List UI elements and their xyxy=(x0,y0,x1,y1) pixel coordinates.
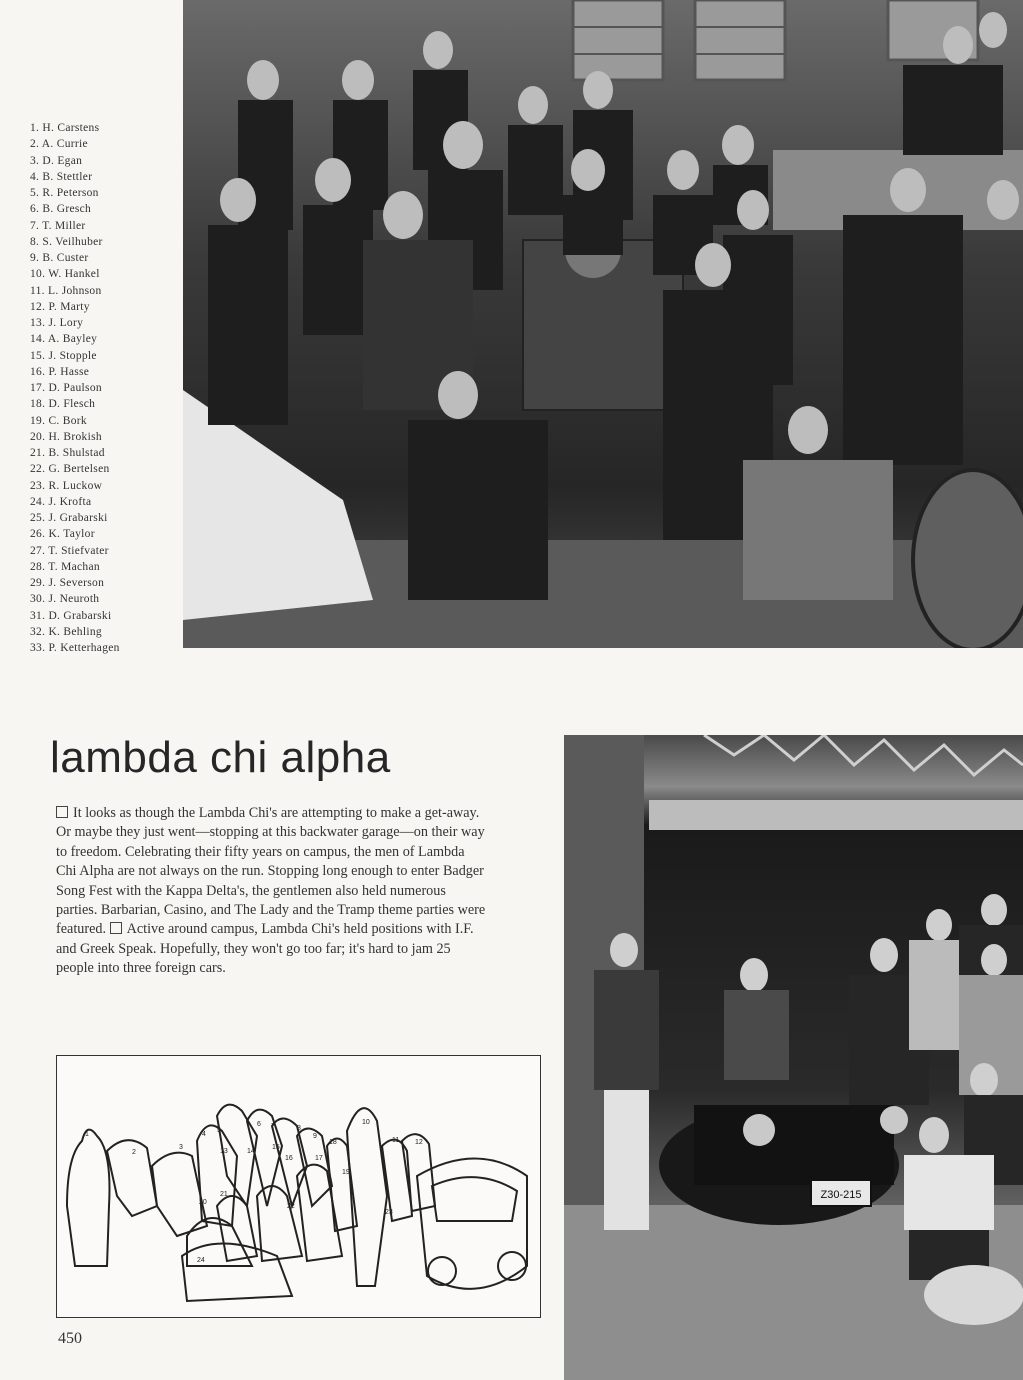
roster-name: 17. D. Paulson xyxy=(30,382,102,394)
roster-name: 23. R. Luckow xyxy=(30,479,103,492)
caption-text xyxy=(56,804,486,979)
key-number: 14 xyxy=(247,1148,255,1155)
group-photo-illustration xyxy=(183,0,1023,648)
key-number: 6 xyxy=(257,1121,261,1128)
bullet-box-icon xyxy=(110,922,122,934)
roster-name: 31. D. Grabarski xyxy=(30,609,112,622)
silhouette-key-diagram xyxy=(56,1055,541,1318)
key-number: 18 xyxy=(329,1139,337,1146)
key-number: 17 xyxy=(315,1155,323,1162)
roster-name: 29. J. Severson xyxy=(30,577,105,589)
roster-name: 20. H. Brokish xyxy=(30,430,102,443)
roster-name: 9. B. Custer xyxy=(30,252,89,264)
roster-name: 7. T. Miller xyxy=(30,219,86,232)
car-photo-illustration xyxy=(564,735,1023,1380)
roster-name: 6. B. Gresch xyxy=(30,203,92,216)
page-number: 450 xyxy=(58,1330,82,1347)
license-plate-text: Z30-215 xyxy=(820,1189,862,1201)
roster-name: 30. J. Neuroth xyxy=(30,593,100,606)
name-roster xyxy=(30,120,180,656)
roster-name: 28. T. Machan xyxy=(30,560,100,573)
roster-name: 14. A. Bayley xyxy=(30,333,98,346)
key-number: 4 xyxy=(202,1131,206,1138)
car-group-photo xyxy=(564,735,1023,1380)
roster-name: 3. D. Egan xyxy=(30,154,83,167)
key-number: 3 xyxy=(179,1144,183,1151)
key-number: 24 xyxy=(197,1257,205,1264)
key-number: 2 xyxy=(132,1149,136,1156)
page-title: lambda chi alpha xyxy=(50,733,391,782)
roster-name: 26. K. Taylor xyxy=(30,528,95,541)
key-number: 13 xyxy=(220,1148,228,1155)
roster-name: 5. R. Peterson xyxy=(30,187,99,199)
key-number: 7 xyxy=(271,1123,275,1130)
roster-name: 33. P. Ketterhagen xyxy=(30,642,120,654)
roster-name: 18. D. Flesch xyxy=(30,398,96,411)
key-number: 22 xyxy=(287,1203,295,1210)
roster-name: 12. P. Marty xyxy=(30,300,90,313)
roster-name: 19. C. Bork xyxy=(30,414,87,427)
key-number: 9 xyxy=(313,1133,317,1140)
roster-name: 2. A. Currie xyxy=(30,138,88,151)
key-number: 12 xyxy=(415,1139,423,1146)
roster-name: 27. T. Stiefvater xyxy=(30,544,109,557)
roster-name: 13. J. Lory xyxy=(30,317,84,329)
key-number: 20 xyxy=(199,1199,207,1206)
roster-name: 1. H. Carstens xyxy=(30,122,100,134)
key-number: 16 xyxy=(285,1155,293,1162)
key-number: 8 xyxy=(297,1125,301,1132)
roster-name: 15. J. Stopple xyxy=(30,349,97,362)
key-number: 10 xyxy=(362,1119,370,1126)
roster-name: 4. B. Stettler xyxy=(30,170,93,183)
key-number: 5 xyxy=(217,1127,221,1134)
roster-name: 10. W. Hankel xyxy=(30,268,100,281)
key-number: 23 xyxy=(385,1209,393,1216)
key-number: 21 xyxy=(220,1191,228,1198)
group-photo-garage xyxy=(183,0,1023,648)
roster-name: 11. L. Johnson xyxy=(30,284,102,297)
roster-name: 24. J. Krofta xyxy=(30,495,92,508)
roster-name: 22. G. Bertelsen xyxy=(30,463,110,476)
key-number: 1 xyxy=(85,1131,89,1138)
caption-part-2: Active around campus, Lambda Chi's held positions with I.F. and Greek Speak. Hopefully, they won't go too far; it's hard to jam 25 people into three foreign cars. xyxy=(56,921,474,977)
key-number: 19 xyxy=(342,1169,350,1176)
roster-name: 25. J. Grabarski xyxy=(30,512,108,524)
roster-name: 8. S. Veilhuber xyxy=(30,235,103,248)
key-number: 15 xyxy=(272,1144,280,1151)
silhouette-outlines xyxy=(57,1056,540,1317)
caption-part-1: It looks as though the Lambda Chi's are attempting to make a get-away. Or maybe they just went—stopping at this backwater garage—on their way to freedom. Celebrating their fifty years on campus, the men of Lambda Chi Alpha are not always on the run. Stopping long enough to enter Badger Song Fest with the Kappa Delta's, the gentlemen also held numerous parties. Barbarian, Casino, and The Lady and the Tramp theme parties were featured. xyxy=(56,805,486,938)
roster-name: 16. P. Hasse xyxy=(30,365,90,378)
roster-name: 21. B. Shulstad xyxy=(30,447,105,459)
key-number: 11 xyxy=(392,1137,400,1144)
bullet-box-icon xyxy=(56,806,68,818)
roster-name: 32. K. Behling xyxy=(30,625,102,638)
